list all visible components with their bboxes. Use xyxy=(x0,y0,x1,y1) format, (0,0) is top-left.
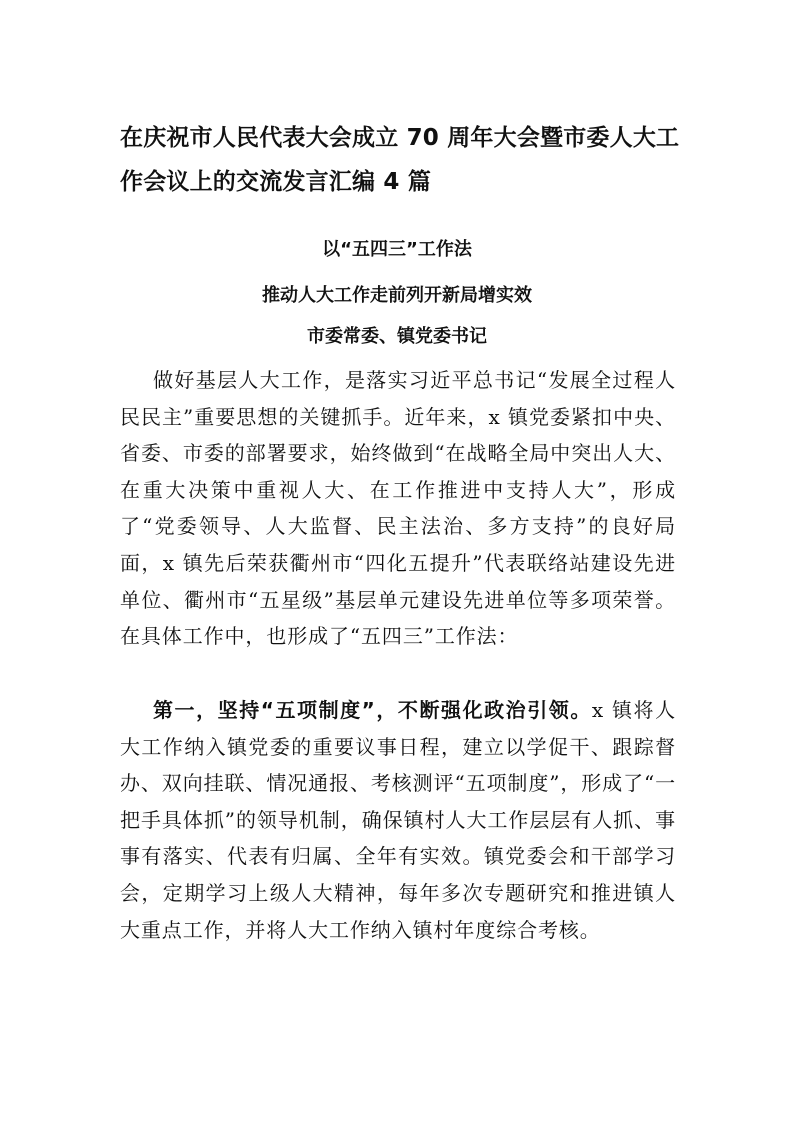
point-one-lead: 第一，坚持“五项制度”，不断强化政治引领。 xyxy=(153,698,592,722)
point-one-paragraph xyxy=(120,692,676,948)
point-one-text: x 镇将人大工作纳入镇党委的重要议事日程，建立以学促干、跟踪督办、双向挂联、情况通报、考核测评“五项制度”，形成了“一把手具体抓”的领导机制，确保镇村人大工作层层有人抓、事事有落实、代表有归属、全年有实效。镇党委会和干部学习会，定期学习上级人大精神，每年多次专题研究和推进镇人大重点工作，并将人大工作纳入镇村年度综合考核。 xyxy=(120,698,676,942)
section-heading: 以“五四三”工作法 xyxy=(322,239,472,260)
section-subheading: 推动人大工作走前列开新局增实效 xyxy=(262,285,532,306)
intro-paragraph xyxy=(120,362,676,655)
speaker-title: 市委常委、镇党委书记 xyxy=(307,326,487,347)
intro-paragraph-text: 做好基层人大工作，是落实习近平总书记“发展全过程人民民主”重要思想的关键抓手。近年来，x 镇党委紧扣中央、省委、市委的部署要求，始终做到“在战略全局中突出人大、在重大决策中重视人大、在工作推进中支持人大”，形成了“党委领导、人大监督、民主法治、多方支持”的良好局面，x 镇先后荣获衢州市“四化五提升”代表联络站建设先进单位、衢州市“五星级”基层单元建设先进单位等多项荣誉。在具体工作中，也形成了“五四三”工作法： xyxy=(120,368,676,649)
document-title: 在庆祝市人民代表大会成立 70 周年大会暨市委人大工作会议上的交流发言汇编 4 篇 xyxy=(120,125,680,195)
